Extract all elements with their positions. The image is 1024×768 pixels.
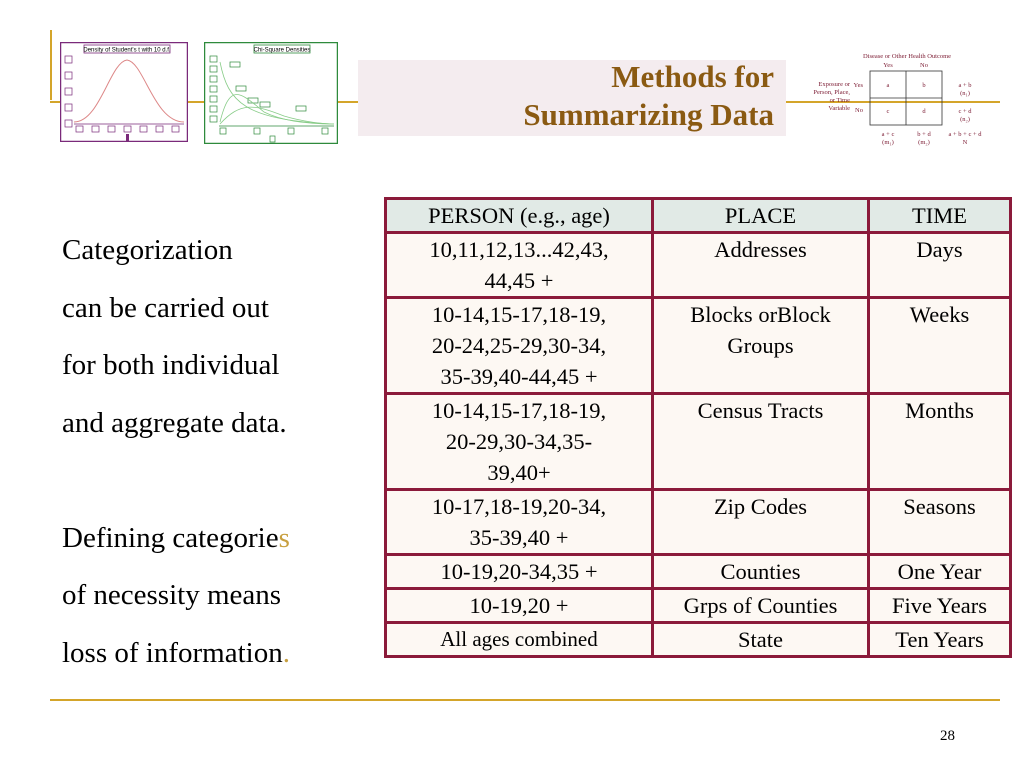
header-time: TIME [869, 199, 1011, 233]
body-line: for both individual [62, 349, 280, 381]
ct-cd: c + d [958, 108, 972, 115]
decorative-bottom-rule [50, 699, 1000, 701]
table-row [386, 394, 1011, 490]
chi-square-title: Chi-Square Densities [253, 47, 311, 54]
cell-place: Census Tracts [653, 394, 869, 490]
body-line [62, 510, 382, 568]
decorative-vertical-line [50, 30, 52, 100]
body-line: Categorization [62, 234, 233, 266]
ct-ab: a + b [958, 82, 972, 89]
cell-time: One Year [869, 555, 1011, 589]
body-text-highlight: s [278, 521, 290, 554]
ct-row-label-1: Exposure or [818, 81, 850, 88]
chi-square-thumbnail [204, 42, 338, 144]
cell-person: 10-17,18-19,20-34, 35-39,40 + [386, 490, 653, 555]
header-place: PLACE [653, 199, 869, 233]
cell-place: State [653, 623, 869, 657]
ct-row-label-2: Person, Place, [813, 89, 850, 96]
cell-person: 10-19,20 + [386, 589, 653, 623]
ct-cell-a: a [886, 82, 890, 89]
ct-col-yes: Yes [883, 62, 893, 69]
contingency-table-diagram [800, 48, 1000, 160]
cell-person: 10-14,15-17,18-19, 20-29,30-34,35- 39,40+ [386, 394, 653, 490]
ct-row-no: No [855, 107, 863, 114]
t-density-thumbnail [60, 42, 188, 142]
body-line: and aggregate data. [62, 406, 287, 439]
cell-place: Grps of Counties [653, 589, 869, 623]
cell-time: Ten Years [869, 623, 1011, 657]
ct-row-label-3: or Time [829, 97, 850, 104]
cell-person: 10,11,12,13...42,43, 44,45 + [386, 233, 653, 298]
ct-total: a + b + c + d [948, 131, 982, 138]
table-row [386, 555, 1011, 589]
body-text [62, 222, 382, 682]
cell-person: 10-14,15-17,18-19, 20-24,25-29,30-34, 35-39,40-44,45 + [386, 298, 653, 394]
body-text-run: Defining categorie [62, 521, 279, 554]
cell-time: Five Years [869, 589, 1011, 623]
table-row [386, 589, 1011, 623]
t-density-title: Density of Student's t with 10 d.f. [83, 47, 171, 54]
cell-place: Blocks orBlock Groups [653, 298, 869, 394]
slide-title [358, 58, 774, 134]
ct-row-yes: Yes [853, 82, 863, 89]
body-text-highlight: . [282, 636, 290, 669]
ct-n1: (n₁) [960, 90, 970, 97]
cell-person: 10-19,20-34,35 + [386, 555, 653, 589]
ct-row-label-4: Variable [828, 105, 850, 112]
ct-m2: (m₂) [918, 139, 930, 146]
ct-col-no: No [920, 62, 928, 69]
ct-n2: (n₂) [960, 116, 970, 123]
ct-cell-c: c [886, 108, 890, 115]
paragraph-spacer [62, 452, 382, 510]
cell-person: All ages combined [386, 623, 653, 657]
title-line-2: Summarizing Data [523, 97, 774, 132]
body-line [62, 625, 382, 683]
table-row [386, 490, 1011, 555]
ct-ac: a + c [881, 131, 895, 138]
cell-time: Days [869, 233, 1011, 298]
body-line: can be carried out [62, 291, 269, 324]
table-row [386, 233, 1011, 298]
cell-time: Seasons [869, 490, 1011, 555]
categorization-table [384, 197, 1012, 658]
page-number: 28 [940, 728, 955, 744]
cell-place: Counties [653, 555, 869, 589]
cell-time: Months [869, 394, 1011, 490]
cell-time: Weeks [869, 298, 1011, 394]
body-text-run: loss of information [62, 636, 283, 669]
ct-bd: b + d [917, 131, 931, 138]
ct-cell-d: d [922, 108, 926, 115]
header-person: PERSON (e.g., age) [386, 199, 653, 233]
cell-place: Zip Codes [653, 490, 869, 555]
title-line-1: Methods for [611, 59, 774, 94]
table-header-row [386, 199, 1011, 233]
body-line: of necessity means [62, 579, 282, 611]
cell-place: Addresses [653, 233, 869, 298]
table-row [386, 623, 1011, 657]
table-row [386, 298, 1011, 394]
ct-header: Disease or Other Health Outcome [862, 53, 952, 60]
ct-m1: (m₁) [882, 139, 894, 146]
ct-cell-b: b [922, 82, 926, 89]
ct-N: N [962, 139, 968, 146]
